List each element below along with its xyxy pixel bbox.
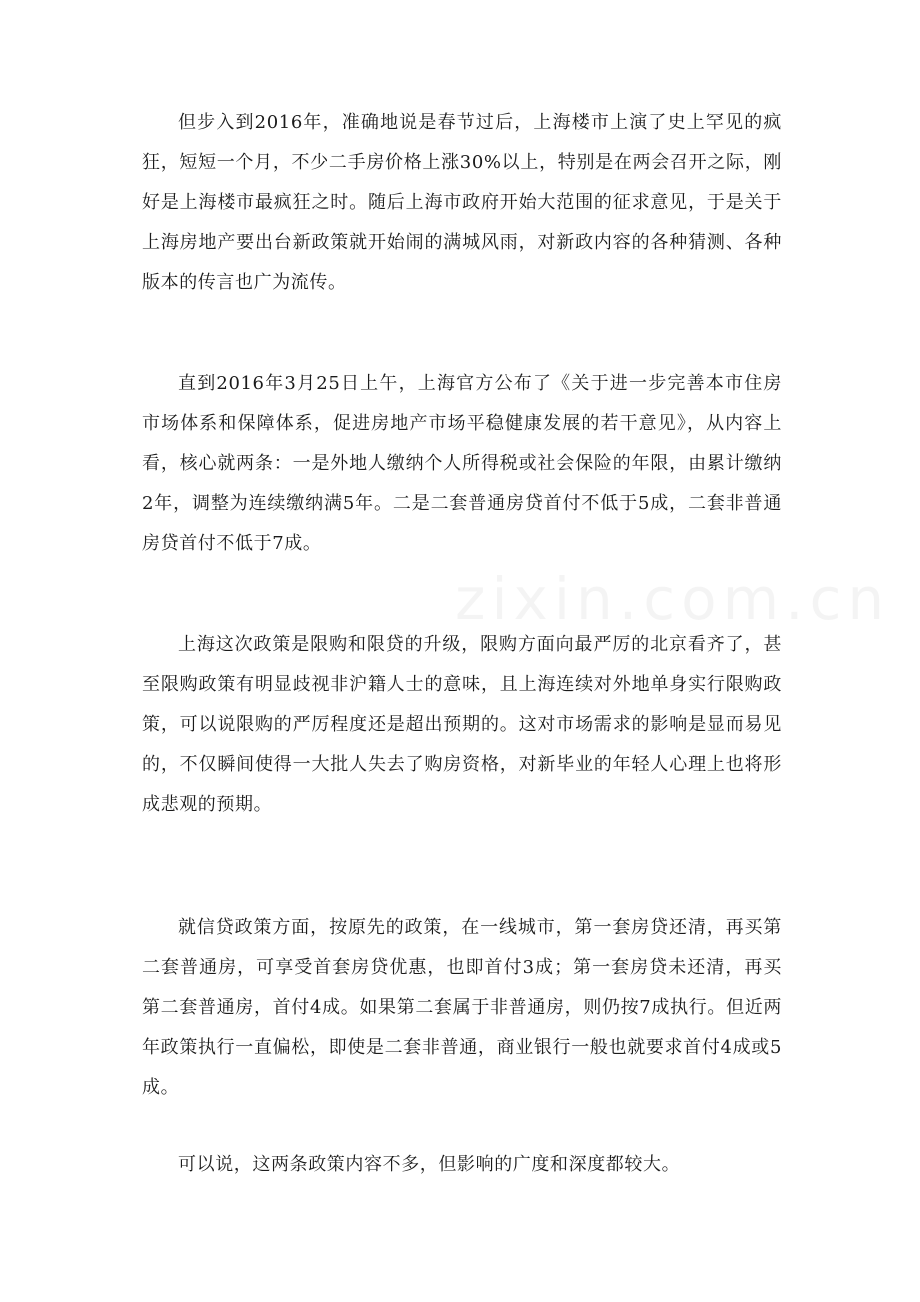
paragraph-1: 但步入到2016年，准确地说是春节过后，上海楼市上演了史上罕见的疯狂，短短一个月，不少二手房价格上涨30%以上，特别是在两会召开之际，刚好是上海楼市最疯狂之时。随后上海市政府开始大范围的征求意见，于是关于上海房地产要出台新政策就开始闹的满城风雨，对新政内容的各种猜测、各种版本的传言也广为流传。 <box>142 112 782 293</box>
paragraph-4: 就信贷政策方面，按原先的政策，在一线城市，第一套房贷还清，再买第二套普通房，可享受首套房贷优惠，也即首付3成；第一套房贷未还清，再买第二套普通房，首付4成。如果第二套属于非普通房，则仍按7成执行。但近两年政策执行一直偏松，即使是二套非普通，商业银行一般也就要求首付4成或5成。 <box>142 917 782 1098</box>
paragraph-2: 直到2016年3月25日上午，上海官方公布了《关于进一步完善本市住房市场体系和保障体系，促进房地产市场平稳健康发展的若干意见》，从内容上看，核心就两条：一是外地人缴纳个人所得税或社会保险的年限，由累计缴纳2年，调整为连续缴纳满5年。二是二套普通房贷首付不低于5成，二套非普通房贷首付不低于7成。 <box>142 373 782 554</box>
paragraph-5: 可以说，这两条政策内容不多，但影响的广度和深度都较大。 <box>178 1154 681 1175</box>
watermark <box>455 565 890 633</box>
paragraph-3: 上海这次政策是限购和限贷的升级，限购方面向最严厉的北京看齐了，甚至限购政策有明显歧视非沪籍人士的意味，且上海连续对外地单身实行限购政策，可以说限购的严厉程度还是超出预期的。这对市场需求的影响是显而易见的，不仅瞬间使得一大批人失去了购房资格，对新毕业的年轻人心理上也将形成悲观的预期。 <box>142 634 782 815</box>
